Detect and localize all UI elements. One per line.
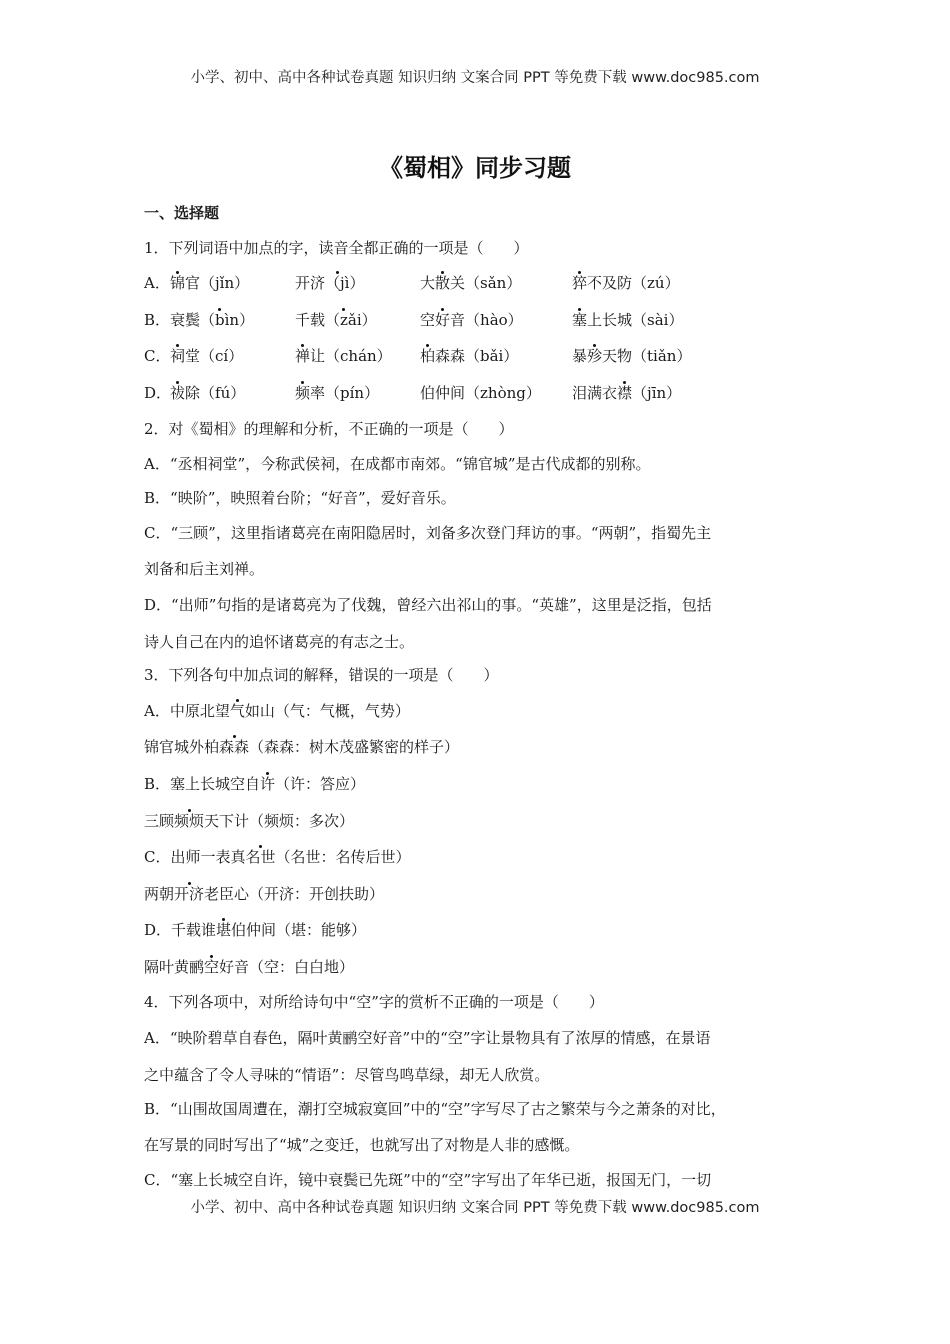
q2-option-b: B．“映阶”，映照着台阶；“好音”，爱好音乐。 <box>144 489 456 507</box>
q2-option-a: A．“丞相祠堂”，今称武侯祠，在成都市南郊。“锦官城”是古代成都的别称。 <box>144 455 651 473</box>
q3-option-c-cont: 两朝开济老臣心（开济：开创扶助） <box>144 885 385 903</box>
q3-option-a-cont: 锦官城外柏森森（森森：树木茂盛繁密的样子） <box>144 738 460 756</box>
q3-option-b-cont: 三顾频烦天下计（频烦：多次） <box>144 812 355 830</box>
q2-option-d-cont: 诗人自己在内的追怀诸葛亮的有志之士。 <box>144 633 415 651</box>
q2-stem: 2．对《蜀相》的理解和分析，不正确的一项是（ ） <box>144 420 514 438</box>
q4-option-a-cont: 之中蕴含了令人寻味的“情语”：尽管鸟鸣草绿，却无人欣赏。 <box>144 1066 550 1084</box>
q3-stem: 3．下列各句中加点词的解释，错误的一项是（ ） <box>144 666 499 684</box>
section-heading: 一、选择题 <box>144 204 220 222</box>
q2-option-c-cont: 刘备和后主刘禅。 <box>144 560 265 578</box>
page-header: 小学、初中、高中各种试卷真题 知识归纳 文案合同 PPT 等免费下载 www.doc985.com <box>190 70 760 86</box>
q4-option-b: B．“山围故国周遭在，潮打空城寂寞回”中的“空”字写尽了古之繁荣与今之萧条的对比， <box>144 1100 726 1118</box>
q3-option-d-cont: 隔叶黄鹂空好音（空：白白地） <box>144 958 355 976</box>
page-title: 《蜀相》同步习题 <box>379 154 571 182</box>
q3-option-c: C．出师一表真名世（名世：名传后世） <box>144 848 411 866</box>
page-footer: 小学、初中、高中各种试卷真题 知识归纳 文案合同 PPT 等免费下载 www.doc985.com <box>190 1200 760 1216</box>
q3-option-d: D．千载谁堪伯仲间（堪：能够） <box>144 921 367 939</box>
q4-option-b-cont: 在写景的同时写出了“城”之变迁，也就写出了对物是人非的感慨。 <box>144 1136 580 1154</box>
q3-option-b: B．塞上长城空自许（许：答应） <box>144 775 366 793</box>
q1-stem: 1．下列词语中加点的字，读音全都正确的一项是（ ） <box>144 239 529 257</box>
q2-option-c: C．“三顾”，这里指诸葛亮在南阳隐居时，刘备多次登门拜访的事。“两朝”，指蜀先主 <box>144 524 712 542</box>
q4-stem: 4．下列各项中，对所给诗句中“空”字的赏析不正确的一项是（ ） <box>144 993 604 1011</box>
q4-option-c: C．“塞上长城空自许，镜中衰鬓已先斑”中的“空”字写出了年华已逝，报国无门，一切 <box>144 1171 712 1189</box>
q4-option-a: A．“映阶碧草自春色，隔叶黄鹂空好音”中的“空”字让景物具有了浓厚的情感，在景语 <box>144 1029 711 1047</box>
q2-option-d: D．“出师”句指的是诸葛亮为了伐魏，曾经六出祁山的事。“英雄”，这里是泛指，包括 <box>144 596 712 614</box>
q3-option-a: A．中原北望气如山（气：气概，气势） <box>144 702 410 720</box>
